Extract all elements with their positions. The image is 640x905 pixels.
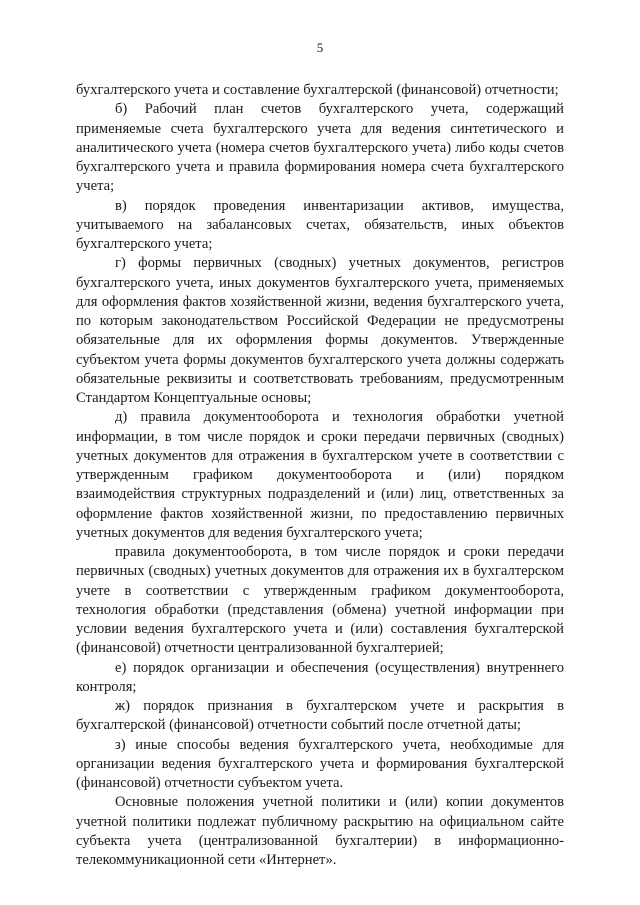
paragraph-continuation: бухгалтерского учета и составление бухгалтерской (финансовой) отчетности; [76, 82, 559, 98]
paragraph-v-inventory: в) порядок проведения инвентаризации активов, имущества, учитываемого на забалансовых счетах, обязательств, иных объектов бухгалтерского учета; [76, 197, 564, 252]
paragraph-g-document-forms: г) формы первичных (сводных) учетных документов, регистров бухгалтерского учета, иных документов бухгалтерского учета, применяемых для оформления фактов хозяйственной жизни, ведения бухгалтерского учета, по которым законодательством Российской Федерации не предусмотрены обязательные для их оформления формы документов. Утвержденные субъектом учета формы документов бухгалтерского учета должны содержать обязательные реквизиты и соответствовать требованиям, предусмотренным Стандартом Концептуальные основы; [76, 255, 564, 406]
page-number: 5 [316, 40, 324, 55]
paragraph-public-disclosure: Основные положения учетной политики и (или) копии документов учетной политики подлежат публичному раскрытию на официальном сайте субъекта учета (централизованной бухгалтерии) в информационно-телекоммуникационной сети «Интернет». [76, 794, 564, 868]
paragraph-b-chart-of-accounts: б) Рабочий план счетов бухгалтерского учета, содержащий применяемые счета бухгалтерского учета для ведения синтетического и аналитического учета (номера счетов бухгалтерского учета) либо коды счетов бухгалтерского учета и правила формирования номера счета бухгалтерского учета; [76, 101, 564, 195]
paragraph-zh-subsequent-events: ж) порядок признания в бухгалтерском учете и раскрытия в бухгалтерской (финансовой) отчетности событий после отчетной даты; [76, 698, 564, 734]
paragraph-d-document-flow: д) правила документооборота и технология обработки учетной информации, в том числе порядок и сроки передачи первичных (сводных) учетных документов для отражения в бухгалтерском учете в соответствии с утвержденным графиком документооборота и (или) порядком взаимодействия структурных подразделений и (или) лиц, ответственных за оформление фактов хозяйственной жизни, по предоставлению первичных учетных документов для ведения бухгалтерского учета; [76, 409, 564, 541]
document-body [76, 81, 564, 870]
paragraph-e-internal-control: е) порядок организации и обеспечения (осуществления) внутреннего контроля; [76, 659, 564, 695]
paragraph-z-other-methods: з) иные способы ведения бухгалтерского учета, необходимые для организации ведения бухгалтерского учета и формирования бухгалтерской (финансовой) отчетности субъектом учета. [76, 736, 564, 791]
paragraph-document-flow-centralized: правила документооборота, в том числе порядок и сроки передачи первичных (сводных) учетных документов для отражения их в бухгалтерском учете в соответствии с утвержденным графиком документооборота, технология обработки (представления (обмена) учетной информации при условии ведения бухгалтерского учета и (или) составления бухгалтерской (финансовой) отчетности централизованной бухгалтерией; [76, 544, 564, 657]
